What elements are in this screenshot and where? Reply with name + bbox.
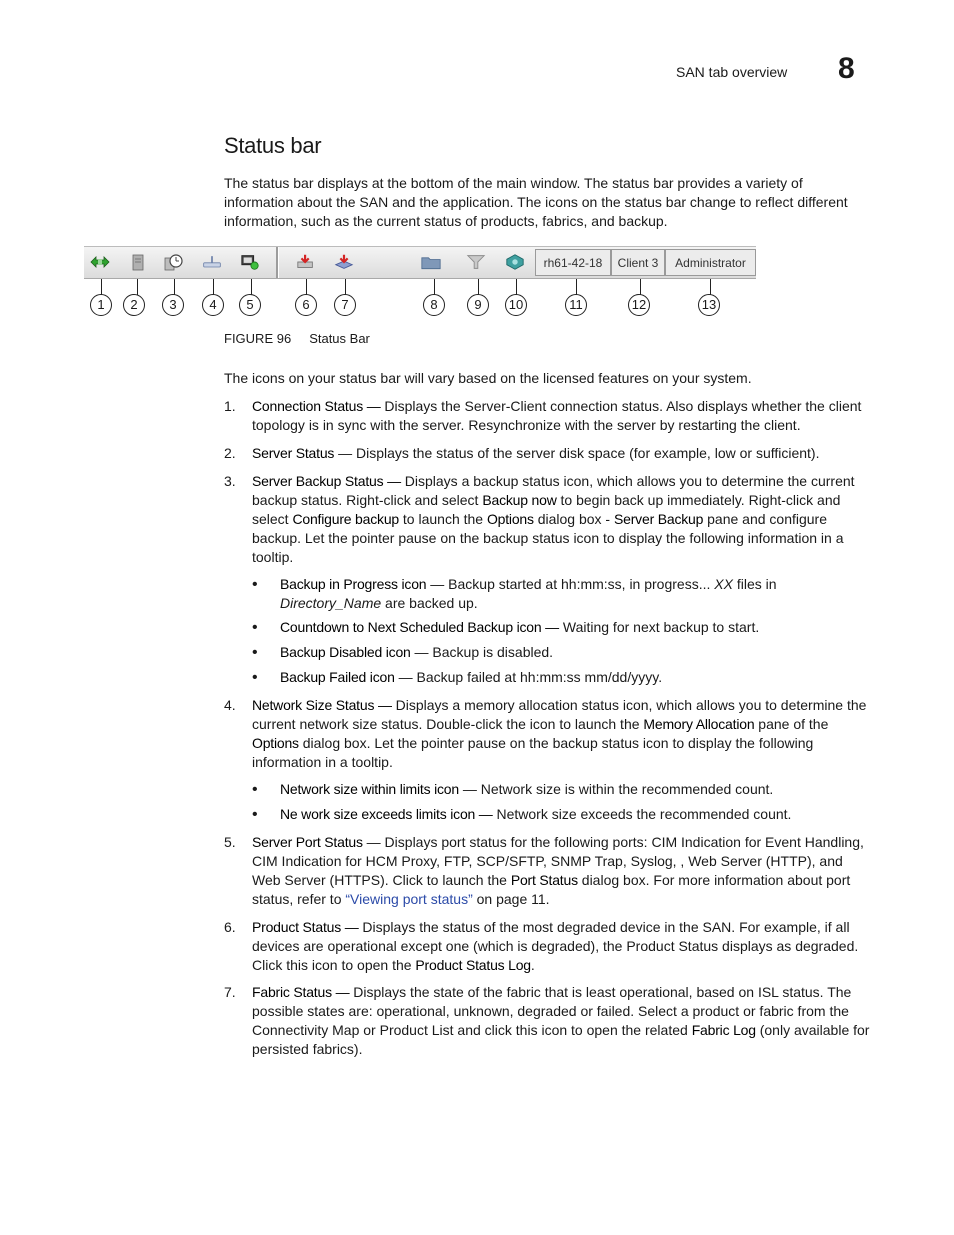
item-text: to launch the xyxy=(399,511,487,527)
bullet-dot: • xyxy=(252,644,258,661)
menu-term: Backup now xyxy=(482,492,557,508)
menu-term: Configure backup xyxy=(292,511,400,527)
bullet-term: Backup Disabled icon xyxy=(280,644,411,660)
status-bar-figure xyxy=(84,246,756,279)
status-bar-client-label: Client 3 xyxy=(611,249,665,276)
callout-line xyxy=(101,279,102,295)
item-text: — Displays the status of the server disk space (for example, low or sufficient). xyxy=(334,445,820,461)
list-item xyxy=(224,918,874,975)
callout-2: 2 xyxy=(123,294,145,316)
bullet-text: files in xyxy=(732,576,777,592)
menu-term: Fabric Log xyxy=(691,1022,756,1038)
bullet-term: Ne work size exceeds limits icon — xyxy=(280,806,493,822)
bullet-dot: • xyxy=(252,806,258,823)
bullet-dot: • xyxy=(252,669,258,686)
item-term: Network Size Status — xyxy=(252,697,392,713)
status-bar-separator xyxy=(276,247,279,278)
bullet-item xyxy=(252,575,872,613)
bullet-dot: • xyxy=(252,781,258,798)
menu-term: Options xyxy=(252,735,299,751)
callout-line xyxy=(710,279,711,295)
callout-line xyxy=(516,279,517,295)
item-text: Displays a backup status icon, which allows you to determine the current backup status. Right-click and select xyxy=(252,473,855,508)
item-text: on page 11. xyxy=(472,891,550,907)
server-port-icon xyxy=(240,253,260,271)
callout-line xyxy=(251,279,252,295)
header-section-title: SAN tab overview xyxy=(676,64,788,80)
viewing-port-status-link[interactable]: “Viewing port status” xyxy=(345,891,473,907)
item-term: Fabric Status — xyxy=(252,984,350,1000)
bullet-item xyxy=(252,805,872,824)
bullet-text: Waiting for next backup to start. xyxy=(558,619,760,635)
callout-9: 9 xyxy=(467,294,489,316)
callout-1: 1 xyxy=(90,294,112,316)
list-item xyxy=(224,983,874,1059)
bullet-item xyxy=(252,618,872,637)
figure-caption xyxy=(224,331,370,346)
intro-paragraph: The status bar displays at the bottom of the main window. The status bar provides a variety of information about the SAN and the application. The icons on the status bar change to reflect different information, such as the current status of products, fabrics, and backup. xyxy=(224,175,848,229)
list-item xyxy=(224,472,874,567)
item-text: pane and configure backup. Let the pointer pause on the backup status icon to display the following information in a tooltip. xyxy=(252,511,844,565)
bullet-text: are backed up. xyxy=(381,595,478,611)
bullet-dot: • xyxy=(252,619,258,636)
callout-8: 8 xyxy=(423,294,445,316)
item-text: — Displays port status for the following ports: CIM Indication for Event Handling, CIM Indication for HCM Proxy, FTP, SCP/SFTP, SNMP Trap, Syslog, , Web Server (HTTP), and Web Server (HTTPS). Click to launch the xyxy=(252,834,864,888)
bullet-term: Network size within limits icon xyxy=(280,781,459,797)
bullet-text: — Network size is within the recommended count. xyxy=(458,781,774,797)
callout-11: 11 xyxy=(565,294,587,316)
bullet-term: Backup in Progress icon xyxy=(280,576,427,592)
item-term: Server Status xyxy=(252,445,335,461)
item-text: Displays the state of the fabric that is least operational, based on ISL status. The possible states are: operational, unknown, degraded or failed. Select a product or fabric from the Connectivity Map or Product List and click this icon to open the related xyxy=(252,984,852,1038)
item-number: 7. xyxy=(224,984,236,1000)
bullet-text: — Backup is disabled. xyxy=(410,644,554,660)
connection-status-icon xyxy=(90,253,110,271)
folder-icon xyxy=(421,253,441,271)
item-term: Server Port Status xyxy=(252,834,363,850)
list-item xyxy=(224,397,874,435)
item-text: dialog box. For more information about port status, refer to xyxy=(252,872,851,907)
page-title: Status bar xyxy=(224,133,322,158)
chapter-number: 8 xyxy=(838,52,855,85)
callout-line xyxy=(640,279,641,295)
item-number: 2. xyxy=(224,445,236,461)
callout-line xyxy=(306,279,307,295)
menu-term: Product Status Log xyxy=(415,957,531,973)
bullet-text: — Backup started at hh:mm:ss, in progress... xyxy=(426,576,715,592)
status-bar-server-label: rh61-42-18 xyxy=(535,249,611,276)
list-item xyxy=(224,833,874,909)
item-number: 4. xyxy=(224,697,236,713)
item-number: 5. xyxy=(224,834,236,850)
callout-4: 4 xyxy=(202,294,224,316)
figure-title: Status Bar xyxy=(309,331,370,346)
bullet-item xyxy=(252,780,872,799)
bullet-item xyxy=(252,668,872,687)
product-status-icon xyxy=(296,253,316,271)
callout-6: 6 xyxy=(295,294,317,316)
item-text: pane of the xyxy=(754,716,829,732)
bullet-text: Network size exceeds the recommended count. xyxy=(492,806,792,822)
server-status-icon xyxy=(128,253,148,271)
callout-7: 7 xyxy=(334,294,356,316)
network-size-icon xyxy=(202,253,222,271)
bullet-term: Countdown to Next Scheduled Backup icon — xyxy=(280,619,559,635)
list-item xyxy=(224,696,874,772)
item-text: dialog box. Let the pointer pause on the backup status icon to display the following information in a tooltip. xyxy=(252,735,814,770)
item-number: 1. xyxy=(224,398,236,414)
menu-term: Port Status xyxy=(510,872,578,888)
item-term: Product Status — xyxy=(252,919,359,935)
item-term: Connection Status — xyxy=(252,398,381,414)
item-text: Displays the Server-Client connection status. Also displays whether the client topology is in sync with the server. Resynchronize with the server by restarting the client. xyxy=(252,398,862,433)
callout-line xyxy=(478,279,479,295)
callout-5: 5 xyxy=(239,294,261,316)
server-backup-icon xyxy=(163,253,183,271)
status-bar-user-label: Administrator xyxy=(665,249,756,276)
item-text: to begin back up immediately. Right-click and select xyxy=(252,492,841,527)
bullet-item xyxy=(252,643,872,662)
item-text: . xyxy=(530,957,535,973)
callout-line xyxy=(345,279,346,295)
note-paragraph: The icons on your status bar will vary based on the licensed features on your system. xyxy=(224,370,752,386)
menu-term: Options xyxy=(486,511,534,527)
item-number: 3. xyxy=(224,473,236,489)
callout-line xyxy=(213,279,214,295)
callout-line xyxy=(434,279,435,295)
bullet-emphasis: Directory_Name xyxy=(280,595,382,611)
network-icon xyxy=(505,253,525,271)
bullet-dot: • xyxy=(252,576,258,593)
fabric-status-icon xyxy=(334,253,354,271)
callout-10: 10 xyxy=(505,294,527,316)
callout-line xyxy=(174,279,175,295)
menu-term: Server Backup xyxy=(614,511,704,527)
item-text: dialog box - xyxy=(533,511,614,527)
list-item xyxy=(224,444,874,463)
callout-line xyxy=(137,279,138,295)
callout-12: 12 xyxy=(628,294,650,316)
bullet-term: Backup Failed icon xyxy=(280,669,395,685)
filter-icon xyxy=(466,253,486,271)
item-term: Server Backup Status — xyxy=(252,473,401,489)
callout-13: 13 xyxy=(698,294,720,316)
item-text: (only available for persisted fabrics). xyxy=(252,1022,870,1057)
bullet-emphasis: XX xyxy=(714,576,733,592)
item-text: Displays a memory allocation status icon, which allows you to determine the current network size status. Double-click the icon to launch the xyxy=(252,697,867,732)
callout-line xyxy=(576,279,577,295)
item-text: Displays the status of the most degraded device in the SAN. For example, if all devices are operational except one (which is degraded), the Product Status displays as degraded. Click this icon to open the xyxy=(252,919,859,973)
menu-term: Memory Allocation xyxy=(643,716,755,732)
figure-number: FIGURE 96 xyxy=(224,331,292,346)
callout-3: 3 xyxy=(162,294,184,316)
bullet-text: — Backup failed at hh:mm:ss mm/dd/yyyy. xyxy=(394,669,663,685)
item-number: 6. xyxy=(224,919,236,935)
